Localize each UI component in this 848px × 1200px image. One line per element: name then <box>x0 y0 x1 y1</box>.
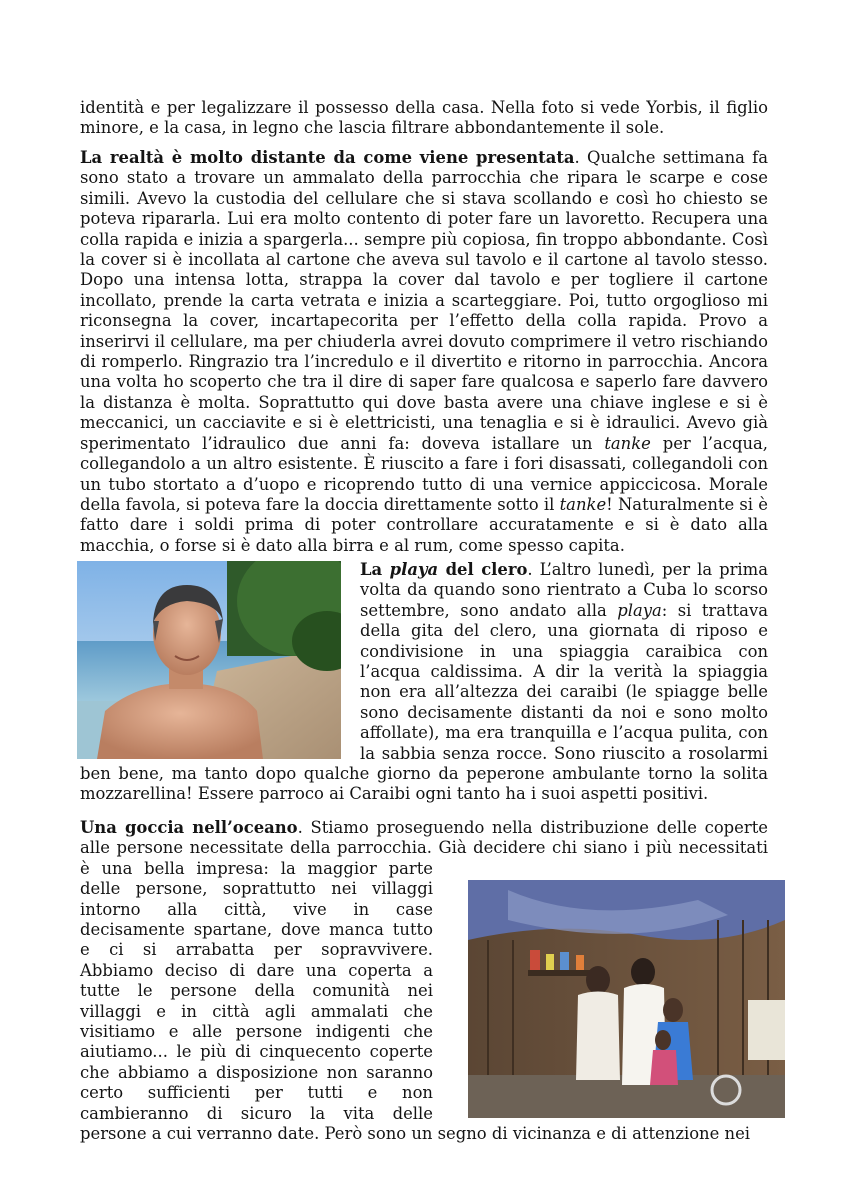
paragraph-text: : si trattava della gita del clero, una giornata di riposo e condivisione in una spiaggia caraibica con l’acqua caldissima. A dir la verità la spiaggia non era all’altezza dei caraibi (le spiagge belle sono decisamente distanti da noi e sono molto affollate), ma era tranquilla e l’acqua pulita, con la sabbia senza rocce. Sono riuscito a rosolarmi ben bene, ma tanto dopo qualche giorno da peperone ambulante torno la solita mozzarellina! Essere parroco ai Caraibi ogni tanto ha i suoi aspetti positivi. <box>80 600 768 804</box>
section-heading: Una goccia nell’oceano <box>80 818 298 837</box>
italic-term: tanke <box>559 494 607 514</box>
paragraph-text: per l’acqua, collegandolo a un altro esistente. È riuscito a fare i fori disassati, collegandoli con un tubo stortato a d’uopo e ricoprendo tutto di una vernice appiccicosa. Morale della favola, si poteva fare la doccia direttamente sotto il <box>80 433 768 514</box>
beach-selfie-photo <box>77 561 341 759</box>
paragraph-text: identità e per legalizzare il possesso della casa. Nella foto si vede Yorbis, il figlio minore, e la casa, in legno che lascia filtrare abbondantemente il sole. <box>80 98 768 138</box>
paragraph-text: ! Naturalmente si è fatto dare i soldi prima di poter controllare accuratamente e si è dato alla macchia, o forse si è dato alla birra e al rum, come spesso capita. <box>80 494 768 555</box>
italic-term: tanke <box>604 433 651 453</box>
paragraph-text: . Qualche settimana fa sono stato a trovare un ammalato della parrocchia che ripara le scarpe e cose simili. Avevo la custodia del cellulare che si stava scollando e così ho chiesto se poteva ripararla. Lui era molto contento di poter fare un lavoretto. Recupera una colla rapida e inizia a spargerla... sempre più copiosa, fin troppo abbondante. Così la cover si è incollata al cartone che aveva sul tavolo e il cartone al tavolo stesso. Dopo una intensa lotta, strappa la cover dal tavolo e per togliere il cartone incollato, prende la carta vetrata e inizia a scarteggiare. Poi, tutto orgoglioso mi riconsegna la cover, incartapecorita per l’effetto della colla rapida. Provo a inserirvi il cellulare, ma per chiuderla avrei dovuto comprimere il vetro rischiando di romperlo. Ringrazio tra l’incredulo e il divertito e ritorno in parrocchia. Ancora una volta ho scoperto che tra il dire di saper fare qualcosa e saperlo fare davvero la distanza è molta. Soprattutto qui dove basta avere una chiave inglese e si è meccanici, un cacciavite e si è elettricisti, una tenaglia e si è idraulici. Avevo già sperimentato l’idraulico due anni fa: doveva istallare un <box>80 148 768 453</box>
paragraph-realta <box>80 148 768 556</box>
italic-term: playa <box>617 600 662 620</box>
section-heading <box>360 560 527 579</box>
paragraph-text: . L’altro lunedì, per la prima volta da quando sono rientrato a Cuba lo scorso settembre, sono andato alla <box>360 560 768 620</box>
section-heading: La realtà è molto distante da come viene presentata <box>80 148 575 167</box>
house-interior-photo <box>468 880 785 1118</box>
paragraph-yorbis <box>80 98 768 139</box>
heading-part: La <box>360 560 390 579</box>
heading-italic: playa <box>389 560 439 579</box>
heading-part: del clero <box>438 560 528 579</box>
paragraph-text: . Stiamo proseguendo nella distribuzione delle coperte alle persone necessitate della parrocchia. Già decidere chi siano i più necessitati è una bella impresa: la maggior parte delle persone, soprattutto nei villaggi intorno alla città, vive in case decisamente spartane, dove manca tutto e ci si arrabatta per sopravvivere. Abbiamo deciso di dare una coperta a tutte le persone della comunità nei villaggi e in città agli ammalati che visitiamo e alle persone indigenti che aiutiamo... le più di cinquecento coperte che abbiamo a disposizione non saranno certo sufficienti per tutti e non cambieranno di sicuro la vita delle persone a cui verranno date. Però sono un segno di vicinanza e di attenzione nei <box>80 818 768 1144</box>
